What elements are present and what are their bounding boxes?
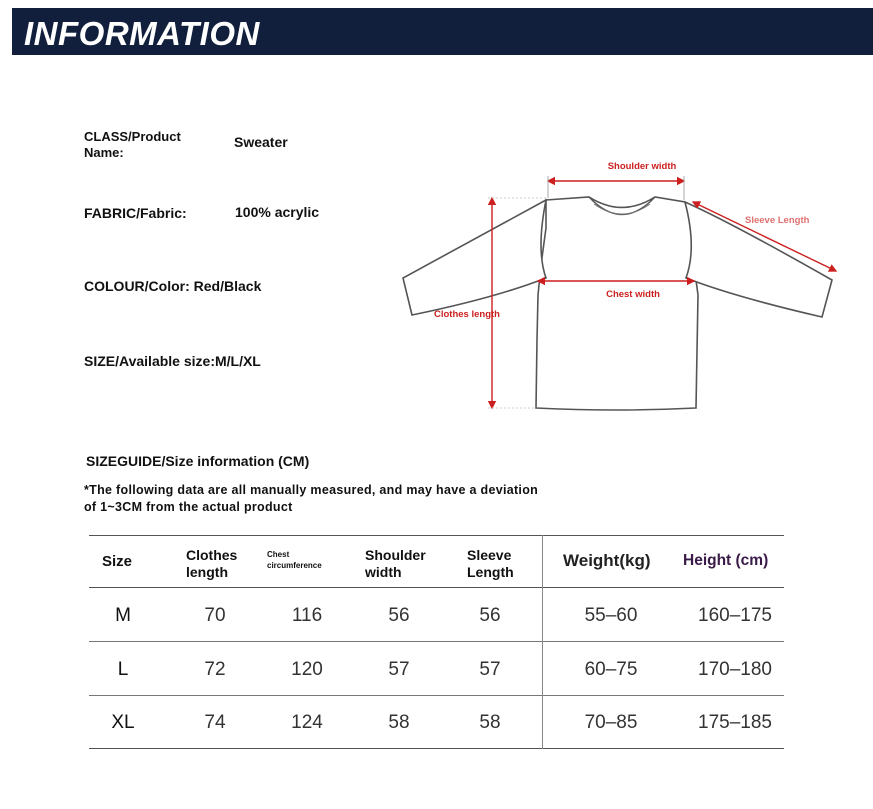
header-weight: Weight(kg) — [563, 551, 651, 570]
cell-weight: 55–60 — [584, 605, 638, 626]
clothes-length-label: Clothes length — [434, 309, 500, 320]
cell-weight: 70–85 — [584, 712, 638, 733]
cell-shoulder: 57 — [388, 659, 410, 680]
cell-sleeve: 58 — [479, 712, 501, 733]
shoulder-width-label: Shoulder width — [607, 161, 677, 172]
header-shoulder-line1: Shoulder — [365, 547, 426, 563]
header-sleeve-line2: Length — [467, 564, 514, 580]
size-guide-note-line2: of 1~3CM from the actual product — [84, 500, 293, 514]
header-clothes-length — [186, 547, 237, 581]
cell-height: 160–175 — [698, 605, 772, 626]
cell-sleeve: 56 — [479, 605, 501, 626]
header-shoulder — [365, 547, 426, 581]
cell-chest: 116 — [291, 605, 323, 626]
cell-clothes-length: 70 — [204, 605, 226, 626]
table-top-rule — [89, 535, 784, 536]
header-chest-line2: circumference — [267, 561, 322, 570]
chest-width-label: Chest width — [606, 289, 660, 300]
cell-sleeve: 57 — [479, 659, 501, 680]
left-sleeve — [403, 200, 546, 315]
table-bottom-rule — [89, 748, 784, 749]
table-row-rule — [89, 695, 784, 696]
cell-size: XL — [111, 712, 135, 733]
header-sleeve — [467, 547, 514, 581]
header-clothes-length-line2: length — [186, 564, 228, 580]
table-header-rule — [89, 587, 784, 588]
cell-chest: 120 — [291, 659, 323, 680]
header-chest — [267, 549, 322, 571]
cell-height: 175–185 — [698, 712, 772, 733]
cell-clothes-length: 74 — [204, 712, 226, 733]
class-label-line2: Name: — [84, 145, 124, 160]
cell-clothes-length: 72 — [204, 659, 226, 680]
size-table — [89, 535, 784, 749]
colour-text: COLOUR/Color: Red/Black — [84, 278, 262, 294]
class-label-line1: CLASS/Product — [84, 129, 181, 144]
table-row-rule — [89, 641, 784, 642]
header-chest-line1: Chest — [267, 550, 290, 559]
class-label — [84, 129, 181, 161]
size-guide-note-line1: *The following data are all manually measured, and may have a deviation — [84, 483, 539, 497]
sleeve-length-label: Sleeve Length — [745, 215, 810, 226]
header-banner — [8, 8, 873, 55]
header-sleeve-line1: Sleeve — [467, 547, 512, 563]
banner-accent-bar — [8, 8, 12, 55]
header-height: Height (cm) — [683, 552, 769, 569]
size-guide-note — [84, 482, 624, 516]
class-value: Sweater — [234, 134, 288, 150]
sweater-outline — [536, 197, 698, 410]
page-title: INFORMATION — [24, 15, 260, 52]
table-divider — [542, 535, 543, 749]
size-text: SIZE/Available size:M/L/XL — [84, 353, 261, 369]
cell-weight: 60–75 — [584, 659, 638, 680]
size-guide-title: SIZEGUIDE/Size information (CM) — [86, 453, 310, 469]
header-clothes-length-line1: Clothes — [186, 547, 238, 563]
cell-shoulder: 56 — [388, 605, 410, 626]
cell-shoulder: 58 — [388, 712, 410, 733]
fabric-label: FABRIC/Fabric: — [84, 205, 187, 221]
cell-chest: 124 — [291, 712, 323, 733]
cell-height: 170–180 — [698, 659, 772, 680]
header-shoulder-line2: width — [365, 564, 402, 580]
cell-size: M — [115, 605, 131, 626]
header-size: Size — [102, 553, 133, 570]
sweater-diagram — [400, 150, 850, 420]
cell-size: L — [117, 659, 129, 680]
fabric-value: 100% acrylic — [235, 204, 320, 220]
